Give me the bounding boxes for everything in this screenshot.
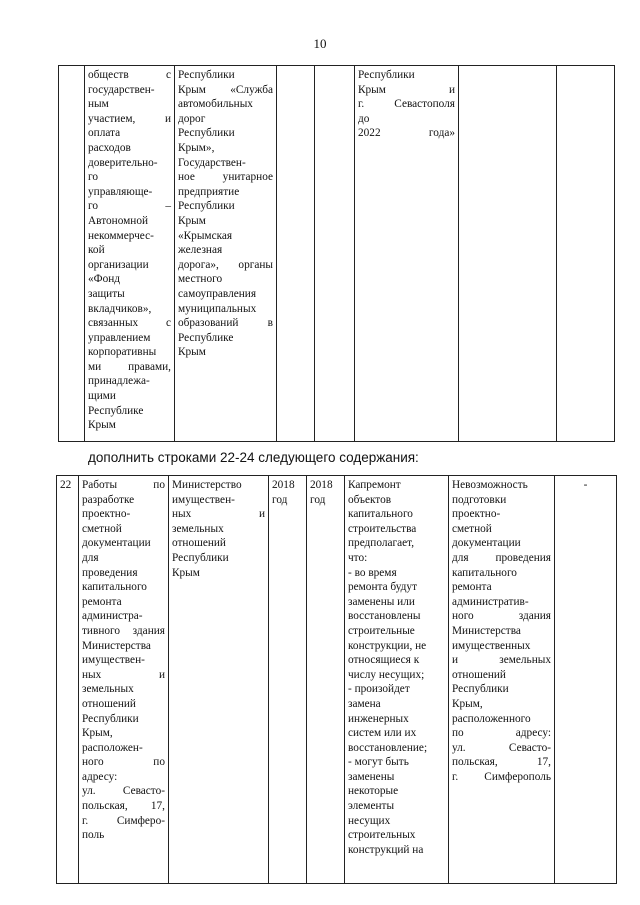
cell-result: Республики Крым и г. Севастополя до 2022 года» <box>355 66 459 442</box>
table-row <box>59 66 615 442</box>
end-year: 2018 год <box>307 476 345 884</box>
table-new-rows <box>56 475 617 884</box>
work-description: Работы по разработке проектно- сметной документации для проведения капитального ремонта администра- тивного здания Министерства имуществен- ных и земельных отношений Республики Крым, расположен- ного по адресу: ул. Севасто- польская, 17, г. Симферо- поль <box>79 476 169 884</box>
link-indicator: - <box>555 476 617 884</box>
table-continuation <box>58 65 615 442</box>
executor: Министерство имуществен- ных и земельных отношений Республики Крым <box>169 476 269 884</box>
cell-work: обществ с государствен- ным участием, и оплата расходов доверительно- го управляюще- го – Автономной некоммерчес- кой организации «Фонд защиты вкладчиков», связанных с управлением корпоративны ми правами, принадлежа- щими Республике Крым <box>85 66 175 442</box>
cell-start <box>277 66 315 442</box>
start-year: 2018 год <box>269 476 307 884</box>
cell-executor: Республики Крым «Служба автомобильных дорог Республики Крым», Государствен- ное унитарное предприятие Республики Крым «Крымская железная дорога», органы местного самоуправления муниципальных образований в Республике Крым <box>175 66 277 442</box>
table-row-22 <box>57 476 617 884</box>
cell-end <box>315 66 355 442</box>
consequence: Невозможность подготовки проектно- сметной документации для проведения капитального ремонта административ- ного здания Министерства имущественных и земельных отношений Республики Крым, расположенного по адресу: ул. Севасто- польская, 17, г. Симферополь <box>449 476 555 884</box>
expected-result: Капремонт объектов капитального строительства предполагает, что: - во время ремонта будут заменены или восстановлены строительные конструкции, не относящиеся к числу несущих; - произойдет замена инженерных систем или их восстановление; - могут быть заменены некоторые элементы несущих строительных конструкций на <box>345 476 449 884</box>
addition-text: дополнить строками 22-24 следующего содержания: <box>88 450 419 465</box>
cell-consequence <box>459 66 557 442</box>
row-number: 22 <box>57 476 79 884</box>
cell-number <box>59 66 85 442</box>
cell-link <box>557 66 615 442</box>
page-number: 10 <box>313 36 327 51</box>
